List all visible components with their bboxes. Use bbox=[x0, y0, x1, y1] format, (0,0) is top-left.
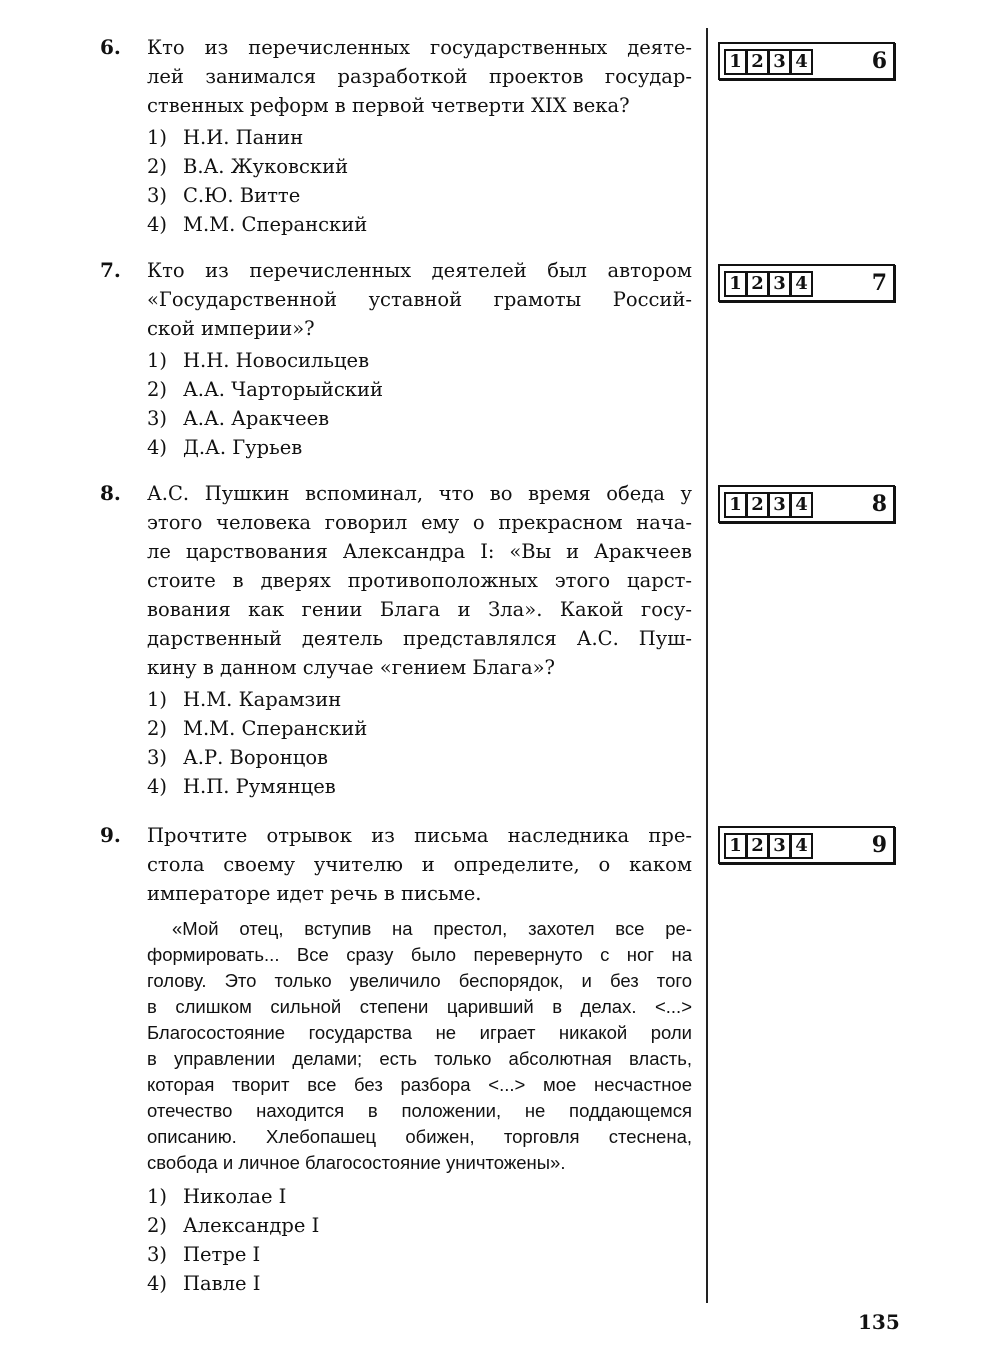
page-number: 135 bbox=[858, 1310, 900, 1334]
answer-cell-1[interactable]: 1 bbox=[724, 492, 747, 518]
option-text: А.Р. Воронцов bbox=[183, 746, 329, 769]
answer-box-7 bbox=[718, 264, 895, 302]
option-number: 1) bbox=[147, 688, 168, 711]
question-number: 6. bbox=[100, 35, 121, 59]
answer-box-8 bbox=[718, 485, 895, 523]
option-number: 4) bbox=[147, 775, 168, 798]
option-number: 4) bbox=[147, 436, 168, 459]
option-text: В.А. Жуковский bbox=[183, 155, 349, 178]
option-text: А.А. Аракчеев bbox=[183, 407, 330, 430]
option-number: 3) bbox=[147, 746, 168, 769]
option-number: 2) bbox=[147, 1214, 168, 1237]
option-number: 2) bbox=[147, 378, 168, 401]
option-number: 1) bbox=[147, 1185, 168, 1208]
option-number: 3) bbox=[147, 407, 168, 430]
option-text: Д.А. Гурьев bbox=[183, 436, 303, 459]
option-text: Н.П. Румянцев bbox=[183, 775, 336, 798]
option-text: Н.М. Карамзин bbox=[183, 688, 342, 711]
option-number: 3) bbox=[147, 1243, 168, 1266]
quote-line: описанию. Хлебопашец обижен, торговля стеснена, bbox=[147, 1126, 692, 1147]
answer-cell-2[interactable]: 2 bbox=[746, 492, 769, 518]
answer-cell-1[interactable]: 1 bbox=[724, 49, 747, 75]
answer-option bbox=[147, 772, 692, 801]
question-text-line: дарственный деятель представлялся А.С. Пуш- bbox=[147, 627, 692, 650]
question-text-line: А.С. Пушкин вспоминал, что во время обеда у bbox=[147, 482, 692, 505]
answer-cell-2[interactable]: 2 bbox=[746, 271, 769, 297]
option-text: Н.И. Панин bbox=[183, 126, 304, 149]
option-text: Петре I bbox=[183, 1243, 261, 1266]
option-number: 2) bbox=[147, 717, 168, 740]
answer-box-6 bbox=[718, 42, 895, 80]
answer-cell-3[interactable]: 3 bbox=[768, 833, 791, 859]
answer-cell-4[interactable]: 4 bbox=[790, 492, 813, 518]
option-number: 2) bbox=[147, 155, 168, 178]
margin-divider bbox=[706, 28, 708, 1303]
option-number: 1) bbox=[147, 349, 168, 372]
question-text-line: ле царствования Александра I: «Вы и Аракчеев bbox=[147, 540, 692, 563]
question-number: 8. bbox=[100, 481, 121, 505]
answer-box-number: 9 bbox=[871, 832, 887, 858]
question-text-line: стоите в дверях противоположных этого царст- bbox=[147, 569, 692, 592]
answer-cell-4[interactable]: 4 bbox=[790, 833, 813, 859]
option-text: Николае I bbox=[183, 1185, 287, 1208]
answer-cell-1[interactable]: 1 bbox=[724, 271, 747, 297]
answer-options bbox=[147, 685, 692, 801]
answer-option bbox=[147, 210, 692, 239]
option-text: М.М. Сперанский bbox=[183, 717, 368, 740]
question-text-line: Кто из перечисленных государственных деяте- bbox=[147, 36, 692, 59]
question-number: 7. bbox=[100, 258, 121, 282]
answer-option bbox=[147, 1240, 692, 1269]
answer-cell-3[interactable]: 3 bbox=[768, 271, 791, 297]
question-8 bbox=[100, 479, 695, 801]
answer-option bbox=[147, 152, 692, 181]
option-text: М.М. Сперанский bbox=[183, 213, 368, 236]
option-text: Н.Н. Новосильцев bbox=[183, 349, 370, 372]
answer-cell-2[interactable]: 2 bbox=[746, 833, 769, 859]
answer-box-number: 6 bbox=[871, 48, 887, 74]
question-text-line: ской империи»? bbox=[147, 317, 315, 340]
option-number: 3) bbox=[147, 184, 168, 207]
answer-cell-3[interactable]: 3 bbox=[768, 49, 791, 75]
quoted-letter bbox=[147, 916, 692, 1176]
question-7 bbox=[100, 256, 695, 462]
answer-options bbox=[147, 123, 692, 239]
answer-cell-3[interactable]: 3 bbox=[768, 492, 791, 518]
question-text-line: Прочтите отрывок из письма наследника пре- bbox=[147, 824, 692, 847]
answer-option bbox=[147, 404, 692, 433]
quote-line: голову. Это только увеличило беспорядок, и без того bbox=[147, 970, 692, 991]
question-text-line: императоре идет речь в письме. bbox=[147, 882, 482, 905]
answer-option bbox=[147, 123, 692, 152]
question-text-line: стола своему учителю и определите, о каком bbox=[147, 853, 692, 876]
quote-line: свобода и личное благосостояние уничтожены». bbox=[147, 1152, 566, 1173]
answer-options bbox=[147, 346, 692, 462]
quote-line: отечество находится в положении, не поддающемся bbox=[147, 1100, 692, 1121]
answer-option bbox=[147, 346, 692, 375]
question-number: 9. bbox=[100, 823, 121, 847]
option-text: Александре I bbox=[183, 1214, 320, 1237]
question-text-line: кину в данном случае «гением Блага»? bbox=[147, 656, 555, 679]
answer-option bbox=[147, 1269, 692, 1298]
answer-box-number: 7 bbox=[871, 270, 887, 296]
quote-line: в управлении делами; есть только абсолютная власть, bbox=[147, 1048, 692, 1069]
question-text-line: этого человека говорил ему о прекрасном нача- bbox=[147, 511, 692, 534]
quote-line: формировать... Все сразу было перевернуто с ног на bbox=[147, 944, 692, 965]
answer-options bbox=[147, 1182, 692, 1298]
option-text: С.Ю. Витте bbox=[183, 184, 301, 207]
answer-option bbox=[147, 181, 692, 210]
answer-cell-4[interactable]: 4 bbox=[790, 49, 813, 75]
answer-option bbox=[147, 375, 692, 404]
question-text-line: вования как гении Блага и Зла». Какой госу- bbox=[147, 598, 692, 621]
answer-option bbox=[147, 685, 692, 714]
quote-line: Благосостояние государства не играет никакой роли bbox=[147, 1022, 692, 1043]
question-text-line: «Государственной уставной грамоты Россий- bbox=[147, 288, 692, 311]
answer-option bbox=[147, 714, 692, 743]
answer-option bbox=[147, 743, 692, 772]
answer-option bbox=[147, 1211, 692, 1240]
answer-option bbox=[147, 433, 692, 462]
quote-line: в слишком сильной степени царивший в делах. <...> bbox=[147, 996, 692, 1017]
question-text-line: лей занимался разработкой проектов государ- bbox=[147, 65, 692, 88]
question-body bbox=[147, 33, 692, 239]
answer-box-9 bbox=[718, 826, 895, 864]
answer-cell-4[interactable]: 4 bbox=[790, 271, 813, 297]
question-text-line: ственных реформ в первой четверти XIX века? bbox=[147, 94, 630, 117]
quote-line: которая творит все без разбора <...> мое несчастное bbox=[147, 1074, 692, 1095]
option-number: 4) bbox=[147, 1272, 168, 1295]
option-text: Павле I bbox=[183, 1272, 261, 1295]
question-body bbox=[147, 479, 692, 801]
question-6 bbox=[100, 33, 695, 239]
quote-line: «Мой отец, вступив на престол, захотел все ре- bbox=[172, 918, 692, 939]
answer-box-number: 8 bbox=[871, 491, 887, 517]
question-body bbox=[147, 821, 692, 1298]
option-number: 4) bbox=[147, 213, 168, 236]
option-text: А.А. Чарторыйский bbox=[183, 378, 383, 401]
option-number: 1) bbox=[147, 126, 168, 149]
question-text-line: Кто из перечисленных деятелей был автором bbox=[147, 259, 692, 282]
answer-cell-2[interactable]: 2 bbox=[746, 49, 769, 75]
question-9 bbox=[100, 821, 695, 1298]
answer-option bbox=[147, 1182, 692, 1211]
question-body bbox=[147, 256, 692, 462]
answer-cell-1[interactable]: 1 bbox=[724, 833, 747, 859]
